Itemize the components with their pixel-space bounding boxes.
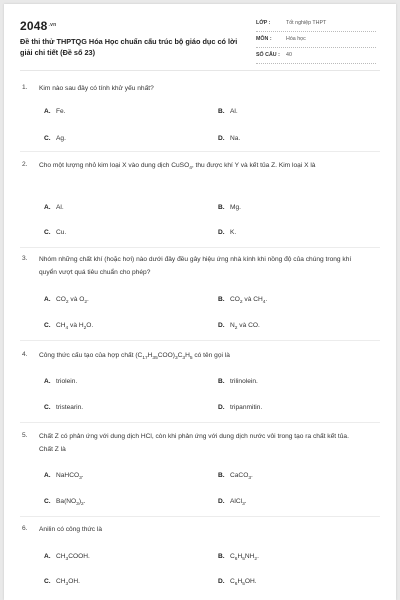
subscript: 3 — [182, 356, 186, 361]
meta-count-label: SỐ CÂU : — [256, 52, 280, 58]
answer-option-a[interactable] — [44, 296, 89, 303]
text-part: . — [87, 296, 89, 303]
question-text: Kim nào sau đây có tính khử yếu nhất? — [39, 85, 154, 92]
text-part: ) — [78, 498, 82, 505]
text-part: . — [81, 472, 84, 479]
option-letter: B. — [218, 108, 225, 115]
answer-option-c[interactable] — [44, 578, 80, 585]
text-part: C — [230, 553, 235, 560]
answer-option-d[interactable] — [218, 578, 257, 585]
option-letter: C. — [44, 404, 51, 411]
option-letter: D. — [218, 322, 225, 329]
meta-class-label: LỚP : — [256, 20, 271, 26]
text-part: N — [230, 322, 235, 329]
option-text — [230, 553, 259, 560]
option-letter: A. — [44, 472, 51, 479]
text-part: . — [251, 472, 253, 479]
option-text — [230, 296, 267, 303]
answer-option-c[interactable] — [44, 135, 66, 142]
option-letter: D. — [218, 498, 225, 505]
answer-option-a[interactable] — [44, 553, 90, 560]
answer-option-b[interactable] — [218, 472, 253, 479]
question-divider — [20, 422, 380, 423]
text-part: CH — [56, 578, 66, 585]
text-part: OH. — [68, 578, 80, 585]
option-text: Al. — [56, 204, 64, 211]
option-text — [56, 322, 93, 329]
option-letter: B. — [218, 296, 225, 303]
option-text: tripanmitin. — [230, 404, 263, 411]
text-part: và CH — [242, 296, 263, 303]
question-number: 4. — [22, 351, 28, 358]
question-text: Chất Z có phản ứng với dung dịch HCl, còn khi phản ứng với dung dịch nước vôi trong tạo ra chất kết tủa. Chất Z là — [39, 433, 349, 453]
answer-option-c[interactable] — [44, 322, 93, 329]
meta-subject — [256, 33, 376, 48]
question-number: 2. — [22, 161, 28, 168]
answer-option-b[interactable] — [218, 204, 241, 211]
question-text — [39, 349, 364, 362]
exam-header — [4, 4, 396, 68]
subscript: 5 — [242, 557, 245, 562]
subscript: 3 — [79, 476, 82, 481]
text-part: CaCO — [230, 472, 249, 479]
option-letter: A. — [44, 296, 51, 303]
text-part: Ba(NO — [56, 498, 77, 505]
subscript: 17 — [142, 356, 148, 361]
text-part: và O — [68, 296, 85, 303]
option-text — [56, 296, 89, 303]
option-text: Fe. — [56, 108, 66, 115]
option-letter: B. — [218, 472, 225, 479]
question-divider — [20, 151, 380, 152]
meta-count — [256, 49, 376, 64]
exam-sheet — [4, 4, 396, 600]
option-text — [56, 498, 86, 505]
answer-option-d[interactable] — [218, 498, 247, 505]
answer-option-d[interactable] — [218, 229, 236, 236]
option-letter: D. — [218, 229, 225, 236]
text-part: COO) — [157, 352, 175, 359]
subscript: 2 — [65, 300, 69, 305]
answer-option-a[interactable] — [44, 108, 66, 115]
text-part: Công thức cấu tạo của hợp chất (C — [39, 352, 143, 359]
option-text — [56, 472, 84, 479]
text-part: . — [244, 498, 247, 505]
option-letter: B. — [218, 378, 225, 385]
answer-option-c[interactable] — [44, 229, 66, 236]
option-letter: C. — [44, 135, 51, 142]
subscript: 2 — [81, 502, 84, 507]
option-text: K. — [230, 229, 237, 236]
subscript: 3 — [76, 502, 79, 507]
subscript: 6 — [234, 582, 238, 587]
option-text — [230, 322, 260, 329]
option-text — [56, 553, 90, 560]
subscript: 3 — [174, 356, 178, 361]
option-letter: C. — [44, 578, 51, 585]
subscript: 4 — [65, 326, 69, 331]
option-text: trilinolein. — [230, 378, 258, 385]
text-part: H — [237, 553, 243, 560]
text-part: . — [265, 296, 268, 303]
subscript: 4 — [189, 166, 192, 171]
subscript: 3 — [248, 476, 251, 481]
answer-option-a[interactable] — [44, 204, 64, 211]
option-text: tristearin. — [56, 404, 84, 411]
text-part: COOH. — [68, 553, 90, 560]
text-part: H — [237, 578, 243, 585]
answer-option-b[interactable] — [218, 553, 259, 560]
answer-option-a[interactable] — [44, 378, 77, 385]
question-divider — [20, 516, 380, 517]
text-part: NaHCO — [56, 472, 80, 479]
text-part: H — [147, 352, 153, 359]
text-part: CO — [56, 296, 66, 303]
exam-title: Đề thi thử THPTQG Hóa Học chuẩn cấu trúc bộ giáo dục có lời giải chi tiết (Đề số 23) — [20, 37, 238, 57]
option-text: Cu. — [56, 229, 67, 236]
text-part: và H — [68, 322, 84, 329]
option-text: Al. — [230, 108, 238, 115]
text-part: có tên gọi là — [192, 352, 230, 359]
text-part: CO — [230, 296, 240, 303]
text-part: OH. — [244, 578, 257, 585]
question-divider — [20, 247, 380, 248]
option-letter: D. — [218, 578, 225, 585]
option-text: Mg. — [230, 204, 241, 211]
answer-option-d[interactable] — [218, 404, 262, 411]
question-number: 6. — [22, 525, 28, 532]
meta-count-value: 40 — [286, 52, 292, 58]
header-divider — [20, 70, 380, 71]
question-number: 1. — [22, 84, 28, 91]
site-logo[interactable]: $2048^{.vn}$ — [20, 19, 57, 33]
subscript: 6 — [234, 557, 238, 562]
text-part: C — [230, 578, 235, 585]
answer-option-b[interactable] — [218, 378, 258, 385]
question-text: Nhóm những chất khí (hoặc hơi) nào dưới đây đều gây hiệu ứng nhà kính khi nồng độ của chúng trong khí quyển vượt quá tiêu chuẩn cho phép? — [39, 256, 352, 276]
answer-option-c[interactable] — [44, 498, 86, 505]
text-part: và CO. — [237, 322, 260, 329]
option-letter: C. — [44, 229, 51, 236]
subscript: 3 — [242, 502, 245, 507]
option-letter: C. — [44, 498, 51, 505]
option-text — [56, 578, 80, 585]
answer-option-b[interactable] — [218, 296, 267, 303]
subscript: 2 — [84, 300, 87, 305]
option-letter: A. — [44, 108, 51, 115]
text-part: CH — [56, 553, 66, 560]
text-part: Cho một lượng nhỏ kim loại X vào dung dịch CuSO — [39, 162, 190, 169]
question-number: 3. — [22, 255, 28, 262]
subscript: 4 — [262, 300, 266, 305]
meta-class — [256, 17, 376, 32]
subscript: 3 — [65, 557, 69, 562]
text-part: . — [257, 553, 259, 560]
answer-option-d[interactable] — [218, 322, 260, 329]
option-text: Ag. — [56, 135, 66, 142]
subscript: 5 — [189, 356, 193, 361]
answer-option-c[interactable] — [44, 404, 83, 411]
option-letter: B. — [218, 553, 225, 560]
question-number: 5. — [22, 432, 28, 439]
text-part: , thu được khí Y và kết tủa Z. Kim loại X là — [191, 162, 316, 169]
option-letter: D. — [218, 135, 225, 142]
answer-option-a[interactable] — [44, 472, 84, 479]
option-text: triolein. — [56, 378, 78, 385]
option-text — [230, 472, 253, 479]
subscript: 2 — [254, 557, 258, 562]
answer-option-b[interactable] — [218, 108, 238, 115]
option-letter: D. — [218, 404, 225, 411]
text-part: C — [177, 352, 183, 359]
meta-subject-value: Hóa học — [286, 36, 306, 42]
text-part: CH — [56, 322, 66, 329]
option-text: Na. — [230, 135, 241, 142]
text-part: O. — [86, 322, 94, 329]
option-letter: C. — [44, 322, 51, 329]
subscript: 2 — [234, 326, 238, 331]
exam-meta — [256, 17, 376, 65]
text-part: AlCl — [230, 498, 243, 505]
option-letter: A. — [44, 204, 51, 211]
option-text — [230, 498, 247, 505]
option-letter: B. — [218, 204, 225, 211]
question-text: Anilin có công thức là — [39, 526, 103, 533]
subscript: 35 — [152, 356, 158, 361]
meta-class-value: Tốt nghiệp THPT — [286, 20, 327, 26]
subscript: 3 — [65, 582, 69, 587]
subscript: 5 — [242, 582, 245, 587]
option-text — [230, 578, 257, 585]
question-text — [39, 159, 364, 172]
text-part: NH — [244, 553, 255, 560]
text-part: . — [83, 498, 86, 505]
text-part: H — [185, 352, 190, 359]
answer-option-d[interactable] — [218, 135, 240, 142]
subscript: 2 — [239, 300, 243, 305]
subscript: 2 — [83, 326, 87, 331]
option-letter: A. — [44, 378, 51, 385]
meta-subject-label: MÔN : — [256, 36, 272, 42]
question-divider — [20, 340, 380, 341]
option-letter: A. — [44, 553, 51, 560]
